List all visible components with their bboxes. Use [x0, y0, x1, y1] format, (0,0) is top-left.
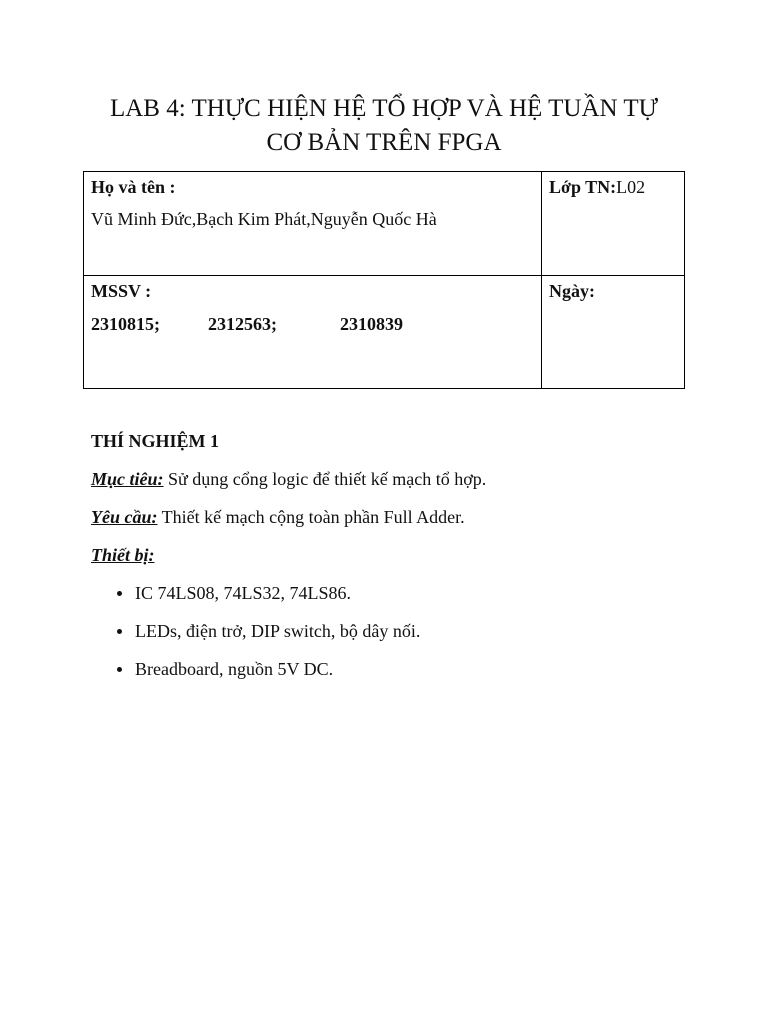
student-id-1: 2310815; — [91, 314, 160, 334]
equipment-line — [91, 542, 711, 580]
bullet-icon — [117, 667, 122, 672]
date-cell — [542, 276, 685, 389]
list-item — [91, 656, 711, 694]
student-names: Vũ Minh Đức,Bạch Kim Phát,Nguyễn Quốc Hà — [91, 209, 437, 229]
class-value: L02 — [616, 177, 646, 197]
info-row-ids — [84, 276, 685, 389]
title-line-1: LAB 4: THỰC HIỆN HỆ TỔ HỢP VÀ HỆ TUẦN TỰ — [109, 95, 659, 122]
date-label: Ngày: — [549, 281, 595, 301]
objective-line — [91, 466, 711, 504]
equipment-item-text: Breadboard, nguồn 5V DC. — [135, 659, 334, 679]
student-info-table — [83, 171, 685, 389]
equipment-label: Thiết bị: — [91, 545, 155, 565]
title-line-2: CƠ BẢN TRÊN FPGA — [266, 129, 502, 156]
mssv-label: MSSV : — [91, 281, 152, 301]
objective-text: Sử dụng cổng logic để thiết kế mạch tổ hợp. — [163, 469, 487, 489]
bullet-icon — [117, 591, 122, 596]
student-id-3: 2310839 — [340, 314, 403, 334]
names-cell — [84, 172, 542, 276]
info-row-names — [84, 172, 685, 276]
requirement-line — [91, 504, 711, 542]
student-id-2: 2312563; — [208, 314, 277, 334]
list-item — [91, 618, 711, 656]
class-cell — [542, 172, 685, 276]
experiment-title: THÍ NGHIỆM 1 — [91, 431, 220, 451]
list-item — [91, 580, 711, 618]
equipment-list — [91, 580, 711, 694]
requirement-label: Yêu cầu: — [91, 507, 158, 527]
requirement-text: Thiết kế mạch cộng toàn phần Full Adder. — [157, 507, 465, 527]
equipment-item-text: IC 74LS08, 74LS32, 74LS86. — [135, 583, 352, 603]
student-ids — [91, 314, 534, 335]
bullet-icon — [117, 629, 122, 634]
name-label: Họ và tên : — [91, 177, 176, 197]
document-title — [0, 92, 768, 160]
equipment-item-text: LEDs, điện trở, DIP switch, bộ dây nối. — [135, 621, 421, 641]
objective-label: Mục tiêu: — [91, 469, 164, 489]
ids-cell — [84, 276, 542, 389]
experiment-section — [91, 428, 711, 694]
class-label: Lớp TN: — [549, 177, 617, 197]
